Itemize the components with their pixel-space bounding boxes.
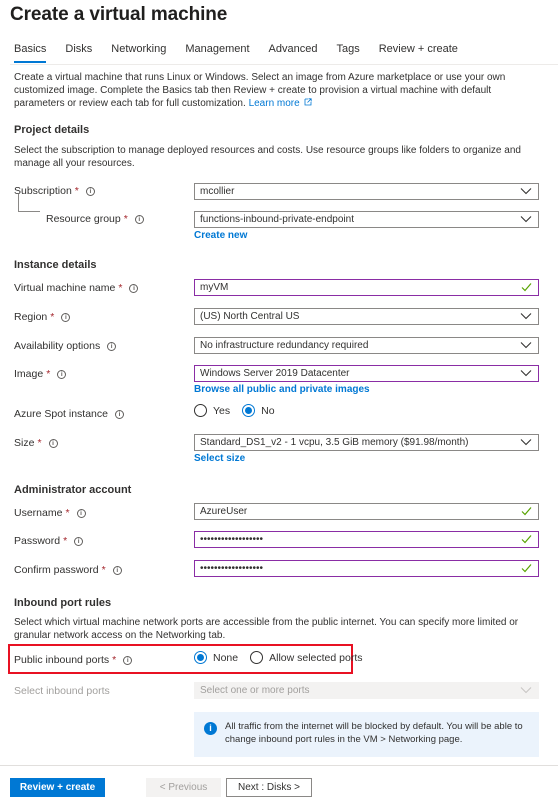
spot-label [14, 408, 124, 420]
inbound-rules-description: Select which virtual machine network ports are accessible from the public internet. You can specify more limited or granular network access on the Networking tab. [14, 617, 519, 641]
footer-divider [0, 765, 558, 766]
confirm-password-value: •••••••••••••••••• [200, 563, 264, 574]
image-label [14, 368, 66, 380]
availability-label [14, 340, 116, 352]
resource-group-value: functions-inbound-private-endpoint [200, 214, 354, 225]
info-icon[interactable]: i [49, 439, 58, 448]
vm-name-label [14, 282, 138, 294]
learn-more-label: Learn more [248, 98, 300, 109]
region-label [14, 311, 70, 323]
required-marker: * [65, 507, 70, 519]
tree-connector [18, 194, 40, 212]
required-marker: * [50, 311, 55, 323]
info-icon[interactable]: i [115, 410, 124, 419]
username-label-text: Username [14, 507, 63, 519]
select-size-link[interactable]: Select size [194, 453, 246, 464]
inbound-rules-heading: Inbound port rules [14, 597, 112, 609]
info-icon[interactable]: i [74, 537, 83, 546]
info-icon[interactable]: i [57, 370, 66, 379]
required-marker: * [46, 368, 51, 380]
ports-none-label[interactable]: None [213, 651, 239, 664]
chevron-down-icon [520, 686, 532, 694]
project-details-description: Select the subscription to manage deployed resources and costs. Use resource groups like folders to organize and manage all your resources. [14, 145, 521, 169]
admin-account-heading: Administrator account [14, 484, 132, 496]
required-marker: * [63, 535, 68, 547]
required-marker: * [101, 564, 106, 576]
availability-label-text: Availability options [14, 340, 101, 352]
tab-tags[interactable]: Tags [336, 43, 360, 55]
vm-name-value: myVM [200, 282, 229, 293]
page-title: Create a virtual machine [10, 4, 228, 25]
tabs-divider [10, 64, 558, 65]
public-ports-label [14, 654, 132, 666]
ports-allow-label[interactable]: Allow selected ports [269, 651, 363, 664]
intro-description: Create a virtual machine that runs Linux or Windows. Select an image from Azure marketplace or use your own customized image. Complete the Basics tab then Review + create to provision a virtual machine with default parameters or review each tab for full customization. [14, 72, 506, 109]
tab-management[interactable]: Management [185, 43, 250, 55]
password-label [14, 535, 83, 547]
info-icon[interactable]: i [113, 566, 122, 575]
spot-yes-label[interactable]: Yes [213, 404, 231, 417]
checkmark-icon [521, 563, 532, 573]
info-icon: i [204, 722, 217, 735]
confirm-password-label-text: Confirm password [14, 564, 99, 576]
tab-basics[interactable]: Basics [14, 43, 46, 63]
public-ports-radio-group [194, 651, 375, 664]
public-ports-label-text: Public inbound ports [14, 654, 110, 666]
spot-radio-group [194, 404, 287, 417]
select-ports-dropdown[interactable] [194, 682, 539, 699]
image-label-text: Image [14, 368, 44, 380]
select-ports-label: Select inbound ports [14, 685, 110, 697]
vm-name-input[interactable] [194, 279, 539, 296]
info-message-text: All traffic from the internet will be blocked by default. You will be able to change inbound port rules in the VM > Networking page. [225, 721, 523, 745]
chevron-down-icon [520, 215, 532, 223]
subscription-value: mcollier [200, 186, 235, 197]
resource-group-select[interactable] [194, 211, 539, 228]
username-value: AzureUser [200, 506, 248, 517]
instance-details-heading: Instance details [14, 259, 97, 271]
resource-group-label [46, 213, 144, 225]
chevron-down-icon [520, 341, 532, 349]
chevron-down-icon [520, 369, 532, 377]
checkmark-icon [521, 506, 532, 516]
spot-no-radio[interactable] [242, 404, 255, 417]
chevron-down-icon [520, 312, 532, 320]
password-input[interactable] [194, 531, 539, 548]
learn-more-link[interactable] [249, 98, 313, 109]
chevron-down-icon [520, 438, 532, 446]
select-ports-placeholder: Select one or more ports [200, 685, 310, 696]
tab-bar [14, 43, 477, 63]
create-new-link[interactable]: Create new [194, 230, 248, 241]
checkmark-icon [521, 282, 532, 292]
info-icon[interactable]: i [129, 284, 138, 293]
previous-button[interactable]: < Previous [146, 778, 221, 797]
username-label [14, 507, 86, 519]
size-select[interactable] [194, 434, 539, 451]
info-message [194, 712, 539, 757]
ports-none-radio[interactable] [194, 651, 207, 664]
spot-no-label[interactable]: No [261, 404, 275, 417]
region-label-text: Region [14, 311, 48, 323]
tab-advanced[interactable]: Advanced [268, 43, 318, 55]
info-icon[interactable]: i [135, 215, 144, 224]
intro-text [14, 71, 544, 110]
info-icon[interactable]: i [61, 313, 70, 322]
username-input[interactable] [194, 503, 539, 520]
info-icon[interactable]: i [77, 509, 86, 518]
region-value: (US) North Central US [200, 311, 300, 322]
required-marker: * [118, 282, 123, 294]
required-marker: * [112, 654, 117, 666]
review-create-button[interactable]: Review + create [10, 778, 105, 797]
image-value: Windows Server 2019 Datacenter [200, 368, 350, 379]
project-details-heading: Project details [14, 124, 90, 136]
info-icon[interactable]: i [123, 656, 132, 665]
password-value: •••••••••••••••••• [200, 534, 264, 545]
region-select[interactable] [194, 308, 539, 325]
size-label [14, 437, 58, 449]
required-marker: * [74, 185, 79, 197]
resource-group-label-text: Resource group [46, 213, 121, 225]
ports-allow-radio[interactable] [250, 651, 263, 664]
password-label-text: Password [14, 535, 61, 547]
tab-networking[interactable]: Networking [111, 43, 167, 55]
vm-name-label-text: Virtual machine name [14, 282, 116, 294]
subscription-label-text: Subscription [14, 185, 72, 197]
image-select[interactable] [194, 365, 539, 382]
checkmark-icon [521, 534, 532, 544]
size-label-text: Size [14, 437, 35, 449]
external-link-icon [304, 98, 312, 106]
required-marker: * [123, 213, 128, 225]
subscription-select[interactable] [194, 183, 539, 200]
required-marker: * [37, 437, 42, 449]
tab-review-create[interactable]: Review + create [378, 43, 458, 55]
tab-disks[interactable]: Disks [65, 43, 93, 55]
spot-label-text: Azure Spot instance [14, 408, 108, 420]
spot-yes-radio[interactable] [194, 404, 207, 417]
confirm-password-input[interactable] [194, 560, 539, 577]
info-icon[interactable]: i [107, 342, 116, 351]
size-value: Standard_DS1_v2 - 1 vcpu, 3.5 GiB memory ($91.98/month) [200, 437, 469, 448]
next-disks-button[interactable]: Next : Disks > [226, 778, 312, 797]
confirm-password-label [14, 564, 122, 576]
availability-select[interactable] [194, 337, 539, 354]
availability-value: No infrastructure redundancy required [200, 340, 369, 351]
chevron-down-icon [520, 187, 532, 195]
info-icon[interactable]: i [86, 187, 95, 196]
browse-images-link[interactable]: Browse all public and private images [194, 384, 370, 395]
